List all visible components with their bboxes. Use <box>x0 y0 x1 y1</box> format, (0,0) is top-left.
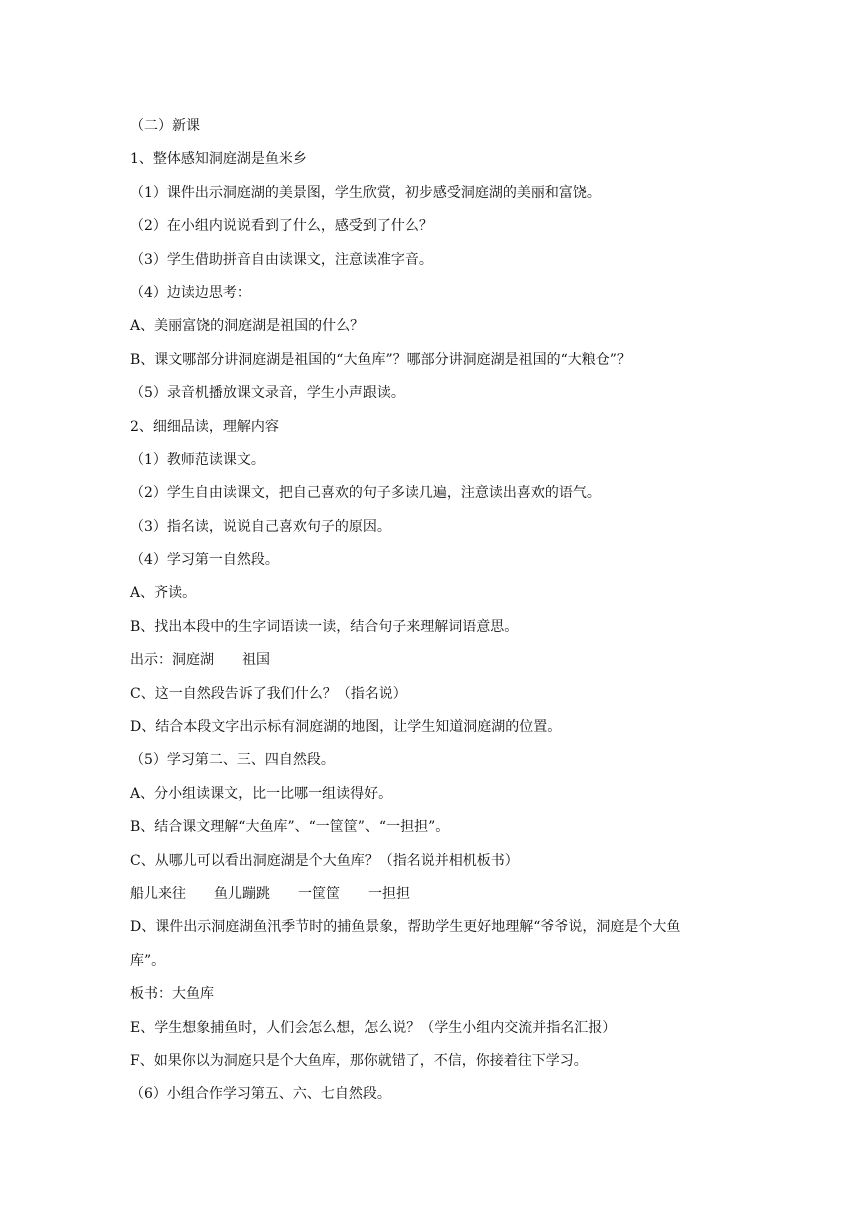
text-line: （5）学习第二、三、四自然段。 <box>130 752 335 769</box>
section-heading: （二）新课 <box>130 118 200 134</box>
text-line: 出示：洞庭湖 祖国 <box>130 652 270 669</box>
text-line: （2）学生自由读课文，把自己喜欢的句子多读几遍，注意读出喜欢的语气。 <box>130 485 601 502</box>
text-line: C、这一自然段告诉了我们什么？（指名说） <box>130 685 407 702</box>
text-line: （3）学生借助拼音自由读课文，注意读准字音。 <box>130 251 433 268</box>
text-line: （1）教师范读课文。 <box>130 451 265 468</box>
text-line: （6）小组合作学习第五、六、七自然段。 <box>130 1086 391 1103</box>
text-line: 船儿来往 鱼儿蹦跳 一筐筐 一担担 <box>130 885 410 902</box>
subsection-heading: 2、细细品读，理解内容 <box>130 418 279 435</box>
subsection-heading: 1、整体感知洞庭湖是鱼米乡 <box>130 151 307 168</box>
text-line: D、结合本段文字出示标有洞庭湖的地图，让学生知道洞庭湖的位置。 <box>130 719 562 736</box>
text-line: E、学生想象捕鱼时，人们会怎么想，怎么说？（学生小组内交流并指名汇报） <box>130 1019 617 1036</box>
text-line: （4）边读边思考： <box>130 284 251 301</box>
text-line: A、齐读。 <box>130 585 197 602</box>
text-line: B、结合课文理解“大鱼库”、“一筐筐”、“一担担”。 <box>130 819 450 836</box>
text-line: C、从哪儿可以看出洞庭湖是个大鱼库？（指名说并相机板书） <box>130 852 519 869</box>
text-line: （1）课件出示洞庭湖的美景图，学生欣赏，初步感受洞庭湖的美丽和富饶。 <box>130 184 601 201</box>
text-line: （2）在小组内说说看到了什么，感受到了什么？ <box>130 218 433 235</box>
text-line: F、如果你以为洞庭只是个大鱼库，那你就错了，不信，你接着往下学习。 <box>130 1052 588 1069</box>
text-line: A、美丽富饶的洞庭湖是祖国的什么？ <box>130 318 365 335</box>
text-line: （4）学习第一自然段。 <box>130 552 279 569</box>
text-line: （3）指名读，说说自己喜欢句子的原因。 <box>130 518 391 535</box>
text-line: 板书：大鱼库 <box>130 986 214 1003</box>
text-line: B、找出本段中的生字词语读一读，结合句子来理解词语意思。 <box>130 618 519 635</box>
text-line: （5）录音机播放课文录音，学生小声跟读。 <box>130 385 405 402</box>
text-line: D、课件出示洞庭湖鱼汛季节时的捕鱼景象，帮助学生更好地理解“爷爷说，洞庭是个大鱼 <box>130 919 681 936</box>
document-body <box>130 110 750 1112</box>
text-line: A、分小组读课文，比一比哪一组读得好。 <box>130 785 393 802</box>
text-line: 库”。 <box>130 952 166 969</box>
text-line: B、课文哪部分讲洞庭湖是祖国的“大鱼库”？哪部分讲洞庭湖是祖国的“大粮仓”？ <box>130 351 631 368</box>
